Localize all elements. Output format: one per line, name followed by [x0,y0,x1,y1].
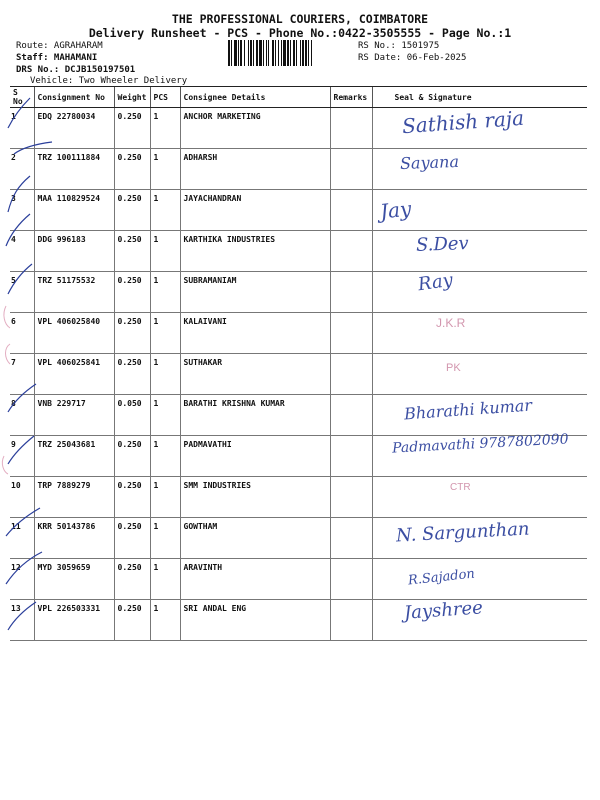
row-consignee: PADMAVATHI [180,436,330,477]
signature-11: N. Sargunthan [395,518,531,547]
row-consignment-no: TRZ 51175532 [34,272,114,313]
row-remarks [330,149,372,190]
row-consignment-no: TRP 7889279 [34,477,114,518]
row-consignee: SRI ANDAL ENG [180,600,330,641]
row-sno: 11 [10,518,34,559]
table-row [10,600,587,641]
row-weight: 0.250 [114,559,150,600]
col-pcs: PCS [150,87,180,108]
row-sno: 10 [10,477,34,518]
row-weight: 0.250 [114,436,150,477]
runsheet-table [10,86,587,641]
col-consignee: Consignee Details [180,87,330,108]
barcode [228,40,353,66]
row-consignment-no: KRR 50143786 [34,518,114,559]
staff-label: Staff: MAHAMANI [16,53,98,63]
row-sno: 8 [10,395,34,436]
row-remarks [330,395,372,436]
signature-3: Jay [378,196,413,224]
table-row [10,190,587,231]
row-pcs: 1 [150,190,180,231]
row-remarks [330,436,372,477]
row-weight: 0.250 [114,190,150,231]
row-consignment-no: VPL 406025840 [34,313,114,354]
row-sno: 13 [10,600,34,641]
col-remarks: Remarks [330,87,372,108]
row-remarks [330,108,372,149]
row-consignee: KALAIVANI [180,313,330,354]
table-row [10,354,587,395]
row-consignment-no: VNB 229717 [34,395,114,436]
row-sno: 6 [10,313,34,354]
row-pcs: 1 [150,354,180,395]
table-row [10,231,587,272]
route-label: Route: AGRAHARAM [16,41,103,51]
row-remarks [330,559,372,600]
row-sno: 12 [10,559,34,600]
row-remarks [330,477,372,518]
row-pcs: 1 [150,477,180,518]
rs-date: RS Date: 06-Feb-2025 [358,53,467,63]
row-weight: 0.250 [114,313,150,354]
row-pcs: 1 [150,231,180,272]
row-consignee: JAYACHANDRAN [180,190,330,231]
table-row [10,272,587,313]
col-weight: Weight [114,87,150,108]
row-signature-cell [372,559,587,600]
runsheet-subtitle: Delivery Runsheet - PCS - Phone No.:0422-3505555 - Page No.:1 [88,26,512,40]
row-sno: 5 [10,272,34,313]
signature-4: S.Dev [415,233,470,256]
row-sno: 4 [10,231,34,272]
company-title: THE PROFESSIONAL COURIERS, COIMBATORE [171,12,429,26]
row-consignee: SUTHAKAR [180,354,330,395]
row-consignee: ANCHOR MARKETING [180,108,330,149]
row-sno: 1 [10,108,34,149]
row-weight: 0.250 [114,600,150,641]
row-pcs: 1 [150,600,180,641]
signature-8: Bharathi kumar [403,395,533,424]
row-signature-cell [372,313,587,354]
row-sno: 7 [10,354,34,395]
signature-7: PK [446,362,461,374]
row-remarks [330,272,372,313]
row-signature-cell [372,477,587,518]
table-row [10,559,587,600]
signature-9: Padmavathi 9787802090 [391,431,569,457]
row-pcs: 1 [150,559,180,600]
signature-13: Jayshree [403,597,484,624]
row-pcs: 1 [150,149,180,190]
signature-5: Ray [416,269,455,296]
col-sno: S No [10,87,34,108]
row-pcs: 1 [150,518,180,559]
row-weight: 0.250 [114,272,150,313]
row-pcs: 1 [150,436,180,477]
row-sno: 2 [10,149,34,190]
row-consignee: SUBRAMANIAM [180,272,330,313]
row-pcs: 1 [150,272,180,313]
row-consignment-no: MAA 110829524 [34,190,114,231]
tick-marks [0,96,60,656]
row-consignment-no: VPL 226503331 [34,600,114,641]
col-signature: Seal & Signature [372,87,587,108]
row-consignee: GOWTHAM [180,518,330,559]
row-signature-cell [372,354,587,395]
row-consignee: SMM INDUSTRIES [180,477,330,518]
signature-1: Sathish raja [401,105,525,139]
row-remarks [330,190,372,231]
row-weight: 0.250 [114,149,150,190]
row-remarks [330,313,372,354]
row-consignee: ADHARSH [180,149,330,190]
table-row [10,313,587,354]
row-consignment-no: VPL 406025841 [34,354,114,395]
row-consignment-no: EDQ 22780034 [34,108,114,149]
row-consignment-no: TRZ 25043681 [34,436,114,477]
barcode-bar [312,40,315,66]
signature-12: R.Sajadon [407,566,476,589]
row-consignee: BARATHI KRISHNA KUMAR [180,395,330,436]
table-header-row [10,87,587,108]
row-pcs: 1 [150,313,180,354]
row-pcs: 1 [150,395,180,436]
row-consignment-no: TRZ 100111884 [34,149,114,190]
row-weight: 0.250 [114,518,150,559]
drs-label: DRS No.: DCJB150197501 [16,65,136,75]
col-consignment: Consignment No [34,87,114,108]
signature-6: J.K.R [436,316,466,330]
signature-10: CTR [450,482,471,493]
row-signature-cell [372,231,587,272]
row-consignment-no: DDG 996183 [34,231,114,272]
row-sno: 9 [10,436,34,477]
row-signature-cell [372,269,587,313]
row-remarks [330,354,372,395]
row-remarks [330,518,372,559]
row-weight: 0.250 [114,477,150,518]
signature-2: Sayana [399,151,460,174]
row-consignment-no: MYD 3059659 [34,559,114,600]
vehicle-label: Vehicle: Two Wheeler Delivery [30,76,188,86]
row-weight: 0.250 [114,108,150,149]
table-row [10,477,587,518]
row-weight: 0.050 [114,395,150,436]
row-consignee: KARTHIKA INDUSTRIES [180,231,330,272]
row-consignee: ARAVINTH [180,559,330,600]
rs-number: RS No.: 1501975 [358,41,440,51]
row-sno: 3 [10,190,34,231]
table-row [10,149,587,190]
row-remarks [330,231,372,272]
row-pcs: 1 [150,108,180,149]
row-weight: 0.250 [114,354,150,395]
row-remarks [330,600,372,641]
row-weight: 0.250 [114,231,150,272]
